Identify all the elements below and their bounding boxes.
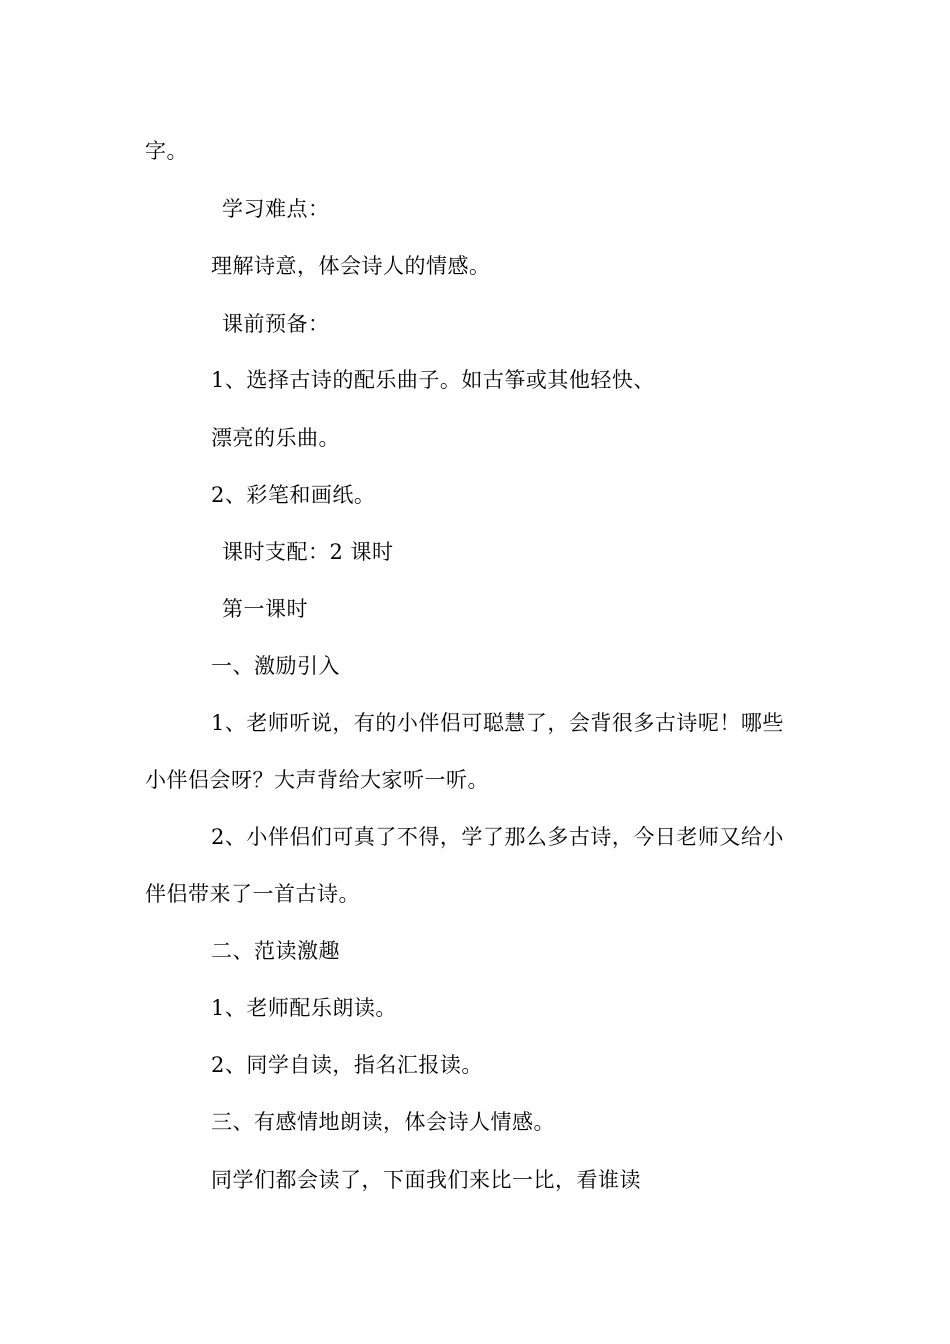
- text-line-difficulty-content: 理解诗意，体会诗人的情感。: [211, 254, 491, 278]
- paragraph-intro-2: 2、小伴侣们可真了不得，学了那么多古诗，今日老师又给小: [211, 825, 784, 849]
- heading-preparation: 课前预备：: [222, 312, 330, 336]
- list-item-model-reading-1: 1、老师配乐朗读。: [211, 996, 397, 1020]
- heading-schedule: 课时支配：2 课时: [222, 540, 394, 564]
- paragraph-intro-1-cont: 小伴侣会呀？大声背给大家听一听。: [145, 768, 489, 792]
- paragraph-intro-2-cont: 伴侣带来了一首古诗。: [145, 882, 360, 906]
- list-item-model-reading-2: 2、同学自读，指名汇报读。: [211, 1053, 483, 1077]
- paragraph-intro-1: 1、老师听说，有的小伴侣可聪慧了，会背很多古诗呢！哪些: [211, 711, 784, 735]
- heading-learning-difficulty: 学习难点：: [222, 197, 330, 221]
- section-heading-model-reading: 二、范读激趣: [211, 939, 340, 963]
- heading-first-lesson: 第一课时: [222, 597, 308, 621]
- list-item-prep-1-cont: 漂亮的乐曲。: [211, 426, 340, 450]
- section-heading-emotional-reading: 三、有感情地朗读，体会诗人情感。: [211, 1110, 555, 1134]
- section-heading-intro: 一、激励引入: [211, 654, 340, 678]
- paragraph-emotional-reading: 同学们都会读了，下面我们来比一比，看谁读: [211, 1168, 641, 1192]
- list-item-prep-2: 2、彩笔和画纸。: [211, 483, 376, 507]
- list-item-prep-1: 1、选择古诗的配乐曲子。如古筝或其他轻快、: [211, 368, 655, 392]
- text-line-continuation: 字。: [145, 139, 188, 163]
